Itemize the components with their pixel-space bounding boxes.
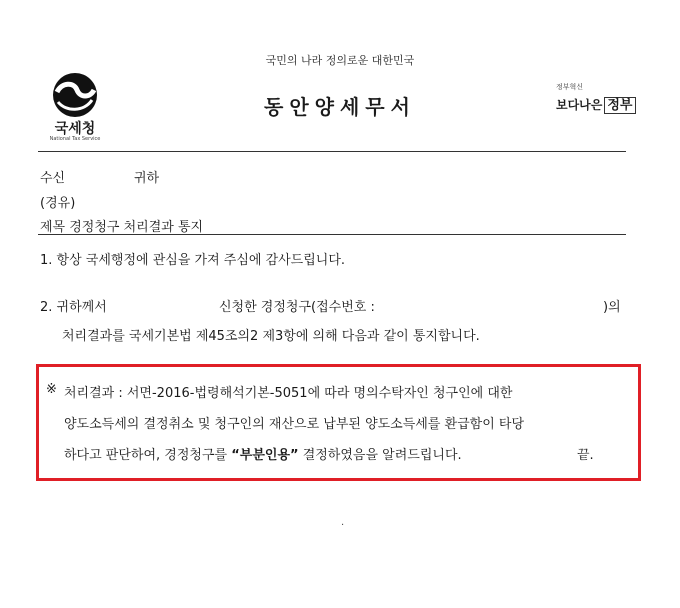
via-label: (경유) [40,196,76,211]
header-divider [38,151,626,152]
body-item-2-a: 2. 귀하께서 [40,300,107,315]
body-item-1: 1. 항상 국세행정에 관심을 가져 주심에 감사드립니다. [40,253,346,268]
body-item-2-b: 신청한 경정청구(접수번호 : [219,300,375,315]
recipient-label: 수신 [40,171,66,186]
logo-subtext: National Tax Service [49,136,101,142]
recipient-suffix: 귀하 [134,171,160,186]
slogan: 국민의 나라 정의로운 대한민국 [265,54,415,67]
logo-text: 국세청 [54,121,96,137]
subject-line: 제목 경정청구 처리결과 통지 [40,220,204,235]
gov-box-text: 정부 [604,97,635,114]
gov-main-text: 보다나은 [556,98,603,112]
subject-divider [38,234,626,235]
page-dot: . [341,517,345,528]
result-line-3-a: 하다고 판단하여, 경정청구를 [64,448,232,463]
note-mark: ※ [46,382,57,397]
result-decision: “부분인용” [231,448,299,463]
body-item-2-line2: 처리결과를 국세기본법 제45조의2 제3항에 의해 다음과 같이 통지합니다. [62,329,480,344]
result-line-2: 양도소득세의 결정취소 및 청구인의 재산으로 납부된 양도소득세를 환급함이 타당 [64,417,525,432]
result-line-1: 처리결과 : 서면-2016-법령해석기본-5051에 따라 명의수탁자인 청구인에 대한 [64,386,513,401]
document-title: 동안양세무서 [264,95,416,119]
result-line-3 [64,444,462,463]
body-item-2-c: )의 [603,300,621,315]
gov-innovation-logo [556,94,636,113]
result-line-3-b: 결정하였음을 알려드립니다. [298,448,462,463]
gov-innovation-small: 정부혁신 [556,83,584,91]
end-mark: 끝. [577,448,594,463]
